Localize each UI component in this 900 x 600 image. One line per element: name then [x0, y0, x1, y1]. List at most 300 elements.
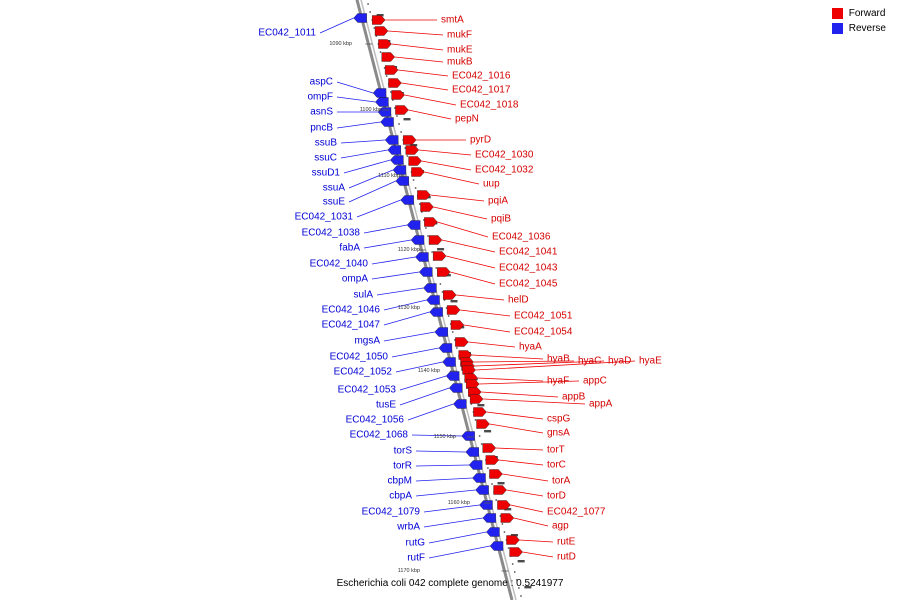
gene-arrow: [401, 196, 414, 205]
gene-label[interactable]: hyaB: [547, 353, 570, 365]
gene-leader-line: [481, 392, 558, 397]
backbone-dot: [398, 123, 400, 125]
gene-arrow: [470, 395, 483, 404]
gene-leader-line: [429, 532, 486, 543]
gene-glyph: [373, 89, 386, 98]
gene-arrow: [443, 291, 456, 300]
gene-label[interactable]: rutG: [405, 537, 425, 549]
gene-leader-line: [400, 388, 449, 405]
gene-leader-line: [433, 207, 487, 219]
gene-arrow: [439, 344, 452, 353]
gene-arrow: [411, 236, 424, 245]
backbone-dot: [512, 563, 514, 565]
gene-arrow: [385, 136, 398, 145]
gene-label[interactable]: aspC: [309, 76, 333, 88]
genome-caption: Escherichia coli 042 complete genome : 0.5241977: [336, 578, 564, 589]
gene-arrow: [382, 53, 395, 62]
gene-label[interactable]: smtA: [441, 14, 464, 26]
scale-tick-label: 1120 kbp: [397, 247, 420, 253]
gene-leader-line: [422, 161, 471, 170]
gene-leader-line: [496, 448, 543, 450]
backbone-dot: [369, 11, 371, 13]
gene-arrow: [494, 486, 507, 495]
gene-label[interactable]: wrbA: [397, 521, 420, 533]
gene-arrow: [507, 536, 520, 545]
gene-glyph: [382, 53, 395, 62]
gene-label[interactable]: EC042_1050: [329, 351, 388, 363]
legend-item-reverse: [832, 23, 886, 34]
backbone-dot: [413, 179, 415, 181]
gene-arrow: [477, 420, 490, 429]
gene-arrow: [469, 461, 482, 470]
gene-label[interactable]: uup: [483, 178, 500, 190]
gene-glyph: [429, 236, 442, 245]
gene-arrow: [427, 296, 440, 305]
gene-label[interactable]: EC042_1017: [452, 84, 511, 96]
gene-leader-line: [424, 518, 483, 527]
gene-arrow: [483, 444, 496, 453]
gene-label[interactable]: mukE: [447, 44, 473, 56]
gene-arrow: [466, 448, 479, 457]
gene-leader-line: [446, 256, 495, 268]
scale-tick-label: 1110 kbp: [378, 173, 400, 179]
gene-glyph: [435, 328, 448, 337]
gene-glyph: [470, 395, 483, 404]
gene-label[interactable]: EC042_1052: [333, 366, 392, 378]
gene-leader-line: [349, 181, 396, 202]
gene-glyph: [453, 400, 466, 409]
gene-glyph: [483, 444, 496, 453]
backbone-dot: [452, 331, 454, 333]
gene-arrow: [430, 308, 443, 317]
gene-label[interactable]: torC: [547, 459, 566, 471]
gene-label[interactable]: cbpA: [389, 490, 412, 502]
gene-leader-line: [416, 451, 466, 452]
gene-leader-line: [464, 325, 510, 332]
gene-arrow: [390, 156, 403, 165]
feature-tick: [484, 430, 491, 432]
gene-leader-line: [472, 355, 543, 359]
gene-leader-line: [429, 546, 490, 558]
gene-arrow: [453, 400, 466, 409]
gene-label[interactable]: hyaC: [578, 355, 602, 367]
gene-label[interactable]: EC042_1041: [499, 246, 558, 258]
gene-label[interactable]: sulA: [353, 289, 373, 301]
gene-label[interactable]: EC042_1077: [547, 506, 606, 518]
gene-label[interactable]: hyaD: [608, 355, 632, 367]
gene-label[interactable]: mukF: [447, 29, 472, 41]
gene-arrow: [446, 372, 459, 381]
gene-glyph: [455, 338, 468, 347]
legend-label-reverse: Reverse: [848, 23, 886, 34]
gene-glyph: [510, 548, 523, 557]
gene-arrow: [375, 98, 388, 107]
gene-arrow: [472, 474, 485, 483]
gene-label[interactable]: EC042_1016: [452, 70, 511, 82]
gene-glyph: [375, 98, 388, 107]
gene-label[interactable]: EC042_1079: [361, 506, 420, 518]
gene-label[interactable]: appA: [589, 398, 613, 410]
gene-arrow: [354, 14, 367, 23]
gene-leader-line: [337, 82, 373, 93]
gene-glyph: [447, 306, 460, 315]
gene-leader-line: [507, 490, 543, 496]
gene-leader-line: [364, 225, 407, 233]
gene-label[interactable]: hyaE: [639, 355, 662, 367]
gene-arrow: [372, 16, 385, 25]
gene-leader-line: [341, 140, 385, 143]
gene-label[interactable]: hyaF: [547, 375, 570, 387]
gene-arrow: [424, 218, 437, 227]
gene-glyph: [466, 448, 479, 457]
gene-leader-line: [442, 240, 495, 252]
feature-tick: [437, 248, 444, 250]
gene-leader-line: [514, 518, 548, 526]
gene-label[interactable]: mukB: [447, 56, 473, 68]
backbone-dot: [406, 155, 408, 157]
backbone-dot: [431, 251, 433, 253]
gene-label[interactable]: EC042_1046: [321, 304, 380, 316]
gene-leader-line: [372, 257, 415, 264]
gene-leader-line: [499, 460, 543, 465]
gene-label[interactable]: torD: [547, 490, 566, 502]
gene-label[interactable]: torT: [547, 444, 565, 456]
feature-tick: [518, 560, 525, 562]
gene-arrow: [392, 91, 405, 100]
gene-leader-line: [460, 310, 510, 316]
gene-arrow: [415, 253, 428, 262]
legend: [832, 8, 886, 38]
backbone-dot: [380, 51, 382, 53]
gene-label[interactable]: helD: [508, 294, 529, 306]
gene-leader-line: [400, 376, 446, 390]
gene-label[interactable]: pqiB: [491, 213, 512, 225]
gene-leader-line: [430, 195, 484, 201]
gene-arrow: [388, 146, 401, 155]
gene-glyph: [466, 380, 479, 389]
gene-label[interactable]: torA: [552, 475, 571, 487]
backbone-dot: [425, 227, 427, 229]
gene-label[interactable]: torR: [393, 460, 412, 472]
gene-label[interactable]: ssuB: [314, 137, 337, 149]
gene-leader-line: [405, 95, 456, 105]
gene-label[interactable]: EC042_1036: [492, 231, 551, 243]
gene-glyph: [472, 474, 485, 483]
scale-tick-label: 1090 kbp: [329, 41, 352, 47]
backbone-dot: [439, 283, 441, 285]
gene-leader-line: [372, 272, 419, 279]
feature-tick: [477, 404, 484, 406]
gene-label[interactable]: EC042_1051: [514, 310, 573, 322]
gene-label[interactable]: rutF: [407, 552, 425, 564]
gene-leader-line: [357, 200, 401, 217]
gene-arrow: [483, 514, 496, 523]
gene-glyph: [501, 514, 514, 523]
gene-leader-line: [419, 150, 471, 155]
gene-label[interactable]: ssuC: [314, 152, 337, 164]
gene-leader-line: [416, 465, 469, 466]
gene-label[interactable]: ssuD1: [311, 167, 340, 179]
gene-leader-line: [344, 160, 390, 173]
scale-tick-label: 1170 kbp: [397, 568, 420, 574]
gene-leader-line: [384, 312, 430, 325]
gene-label[interactable]: mgsA: [354, 335, 380, 347]
gene-label[interactable]: EC042_1032: [475, 164, 534, 176]
gene-leader-line: [341, 150, 388, 158]
backbone-dot: [427, 235, 429, 237]
gene-glyph: [388, 146, 401, 155]
gene-leader-line: [337, 97, 375, 102]
gene-glyph: [407, 221, 420, 230]
gene-label[interactable]: fabA: [339, 242, 360, 254]
gene-leader-line: [408, 404, 453, 420]
scale-tick-label: 1150 kbp: [433, 434, 456, 440]
gene-leader-line: [416, 478, 472, 481]
gene-glyph: [424, 218, 437, 227]
gene-glyph: [354, 14, 367, 23]
backbone-dot: [487, 467, 489, 469]
gene-arrow: [375, 27, 388, 36]
gene-arrow: [490, 542, 503, 551]
backbone-dot: [501, 523, 503, 525]
gene-glyph: [392, 91, 405, 100]
gene-label[interactable]: agp: [552, 520, 569, 532]
reverse-swatch-icon: [832, 23, 843, 34]
gene-leader-line: [424, 172, 479, 184]
gene-glyph: [439, 344, 452, 353]
gene-label[interactable]: EC042_1053: [337, 384, 396, 396]
gene-glyph: [443, 358, 456, 367]
scale-tick-label: 1130 kbp: [397, 305, 420, 311]
gene-leader-line: [437, 222, 488, 237]
gene-arrow: [411, 168, 424, 177]
gene-glyph: [449, 384, 462, 393]
gene-label[interactable]: pncB: [310, 122, 333, 134]
gene-label[interactable]: appB: [562, 391, 586, 403]
gene-label[interactable]: appC: [583, 375, 607, 387]
backbone-dot: [448, 315, 450, 317]
gene-glyph: [486, 528, 499, 537]
gene-label[interactable]: ssuE: [322, 196, 345, 208]
backbone-dot: [475, 419, 477, 421]
gene-glyph: [409, 157, 422, 166]
gene-glyph: [411, 168, 424, 177]
gene-leader-line: [490, 424, 543, 433]
gene-leader-line: [502, 474, 548, 481]
gene-arrow: [406, 146, 419, 155]
gene-label[interactable]: EC042_1047: [321, 319, 380, 331]
gene-label[interactable]: ompA: [341, 273, 368, 285]
gene-glyph: [395, 106, 408, 115]
gene-arrow: [489, 470, 502, 479]
gene-label[interactable]: torS: [393, 445, 412, 457]
gene-leader-line: [391, 44, 443, 50]
gene-arrow: [373, 89, 386, 98]
gene-glyph: [385, 136, 398, 145]
gene-glyph: [415, 253, 428, 262]
backbone-dot: [367, 3, 369, 5]
backbone-dot: [491, 483, 493, 485]
gene-label[interactable]: EC042_1043: [499, 262, 558, 274]
gene-label[interactable]: EC042_1011: [258, 27, 316, 39]
gene-leader-line: [510, 505, 543, 512]
backbone-dot: [415, 187, 417, 189]
gene-leader-line: [424, 505, 479, 512]
scale-tick-label: 1160 kbp: [447, 500, 470, 506]
gene-label[interactable]: pepN: [455, 113, 479, 125]
gene-arrow: [466, 380, 479, 389]
gene-arrow: [501, 514, 514, 523]
gene-label[interactable]: EC042_1056: [345, 414, 404, 426]
gene-leader-line: [523, 552, 553, 557]
backbone-dot: [400, 131, 402, 133]
backbone-dot: [386, 75, 388, 77]
feature-tick: [498, 482, 505, 484]
gene-glyph: [494, 486, 507, 495]
backbone-dot: [456, 347, 458, 349]
gene-arrow: [429, 236, 442, 245]
gene-glyph: [477, 420, 490, 429]
gene-glyph: [476, 486, 489, 495]
gene-label[interactable]: EC042_1038: [301, 227, 360, 239]
gene-glyph: [401, 196, 414, 205]
gene-arrow: [510, 548, 523, 557]
gene-arrow: [462, 432, 475, 441]
gene-leader-line: [408, 110, 451, 119]
gene-leader-line: [398, 70, 448, 76]
gene-glyph: [388, 79, 401, 88]
gene-label[interactable]: gnsA: [547, 427, 570, 439]
gene-label[interactable]: cspG: [547, 413, 571, 425]
gene-arrow: [455, 338, 468, 347]
gene-label[interactable]: rutE: [557, 536, 576, 548]
gene-glyph: [403, 136, 416, 145]
gene-arrow: [447, 306, 460, 315]
gene-arrow: [403, 136, 416, 145]
gene-arrow: [423, 284, 436, 293]
gene-label[interactable]: EC042_1030: [475, 149, 534, 161]
feature-tick: [404, 118, 411, 120]
gene-glyph: [411, 236, 424, 245]
legend-label-forward: Forward: [848, 8, 886, 19]
gene-label[interactable]: hyaA: [519, 341, 542, 353]
feature-tick: [451, 300, 458, 302]
backbone-dot: [481, 443, 483, 445]
backbone-dot: [504, 531, 506, 533]
gene-arrow: [419, 268, 432, 277]
gene-glyph: [427, 296, 440, 305]
backbone-dot: [514, 571, 516, 573]
gene-glyph: [433, 252, 446, 261]
gene-label[interactable]: rutD: [557, 551, 576, 563]
gene-leader-line: [468, 342, 515, 347]
gene-glyph: [469, 461, 482, 470]
gene-glyph: [462, 432, 475, 441]
gene-glyph: [381, 118, 394, 127]
gene-label[interactable]: pyrD: [470, 134, 492, 146]
gene-leader-line: [337, 122, 381, 128]
gene-arrow: [486, 528, 499, 537]
gene-glyph: [430, 308, 443, 317]
gene-leader-line: [450, 272, 495, 284]
gene-glyph: [507, 536, 520, 545]
gene-arrow: [479, 501, 492, 510]
gene-leader-line: [395, 57, 443, 62]
scale-tick-label: 1140 kbp: [417, 368, 440, 374]
scale-tick-label: 1100 kbp: [359, 107, 382, 113]
gene-glyph: [390, 156, 403, 165]
backbone-dot: [435, 267, 437, 269]
gene-glyph: [375, 27, 388, 36]
gene-leader-line: [520, 540, 553, 542]
gene-leader-line: [384, 332, 435, 341]
gene-label[interactable]: EC042_1040: [309, 258, 368, 270]
gene-glyph: [420, 203, 433, 212]
gene-leader-line: [377, 288, 423, 295]
gene-glyph: [446, 372, 459, 381]
gene-label[interactable]: pqiA: [488, 195, 509, 207]
gene-arrow: [443, 358, 456, 367]
gene-arrow: [388, 79, 401, 88]
gene-glyph: [372, 16, 385, 25]
gene-leader-line: [388, 31, 443, 35]
gene-leader-line: [401, 83, 448, 90]
gene-arrow: [433, 252, 446, 261]
gene-glyph: [423, 284, 436, 293]
gene-glyph: [419, 268, 432, 277]
gene-arrow: [381, 118, 394, 127]
gene-label[interactable]: ssuA: [322, 182, 345, 194]
gene-arrow: [395, 106, 408, 115]
gene-glyph: [473, 408, 486, 417]
gene-glyph: [406, 146, 419, 155]
forward-swatch-icon: [832, 8, 843, 19]
gene-leader-line: [456, 295, 504, 300]
gene-arrow: [420, 203, 433, 212]
legend-item-forward: [832, 8, 886, 19]
gene-glyph: [483, 514, 496, 523]
gene-label[interactable]: tusE: [375, 399, 396, 411]
gene-glyph: [489, 470, 502, 479]
gene-label[interactable]: EC042_1068: [349, 429, 408, 441]
backbone-dot: [508, 547, 510, 549]
gene-label[interactable]: EC042_1031: [294, 211, 353, 223]
backbone-dot: [396, 115, 398, 117]
gene-arrow: [449, 384, 462, 393]
gene-label[interactable]: ompF: [307, 91, 333, 103]
gene-label[interactable]: asnS: [310, 106, 333, 118]
gene-label[interactable]: EC042_1045: [499, 278, 558, 290]
gene-label[interactable]: cbpM: [387, 475, 412, 487]
gene-arrow: [473, 408, 486, 417]
gene-arrow: [476, 486, 489, 495]
gene-glyph: [443, 291, 456, 300]
gene-label[interactable]: EC042_1054: [514, 326, 573, 338]
gene-label[interactable]: EC042_1018: [460, 99, 519, 111]
gene-leader-line: [486, 412, 543, 419]
gene-glyph: [479, 501, 492, 510]
backbone-dot: [479, 435, 481, 437]
gene-leader-line: [392, 348, 439, 357]
gene-arrow: [407, 221, 420, 230]
gene-arrow: [409, 157, 422, 166]
backbone-dot: [520, 595, 522, 597]
gene-arrow: [435, 328, 448, 337]
gene-leader-line: [478, 378, 543, 381]
backbone-dot: [495, 499, 497, 501]
gene-glyph: [490, 542, 503, 551]
gene-leader-line: [416, 490, 476, 496]
